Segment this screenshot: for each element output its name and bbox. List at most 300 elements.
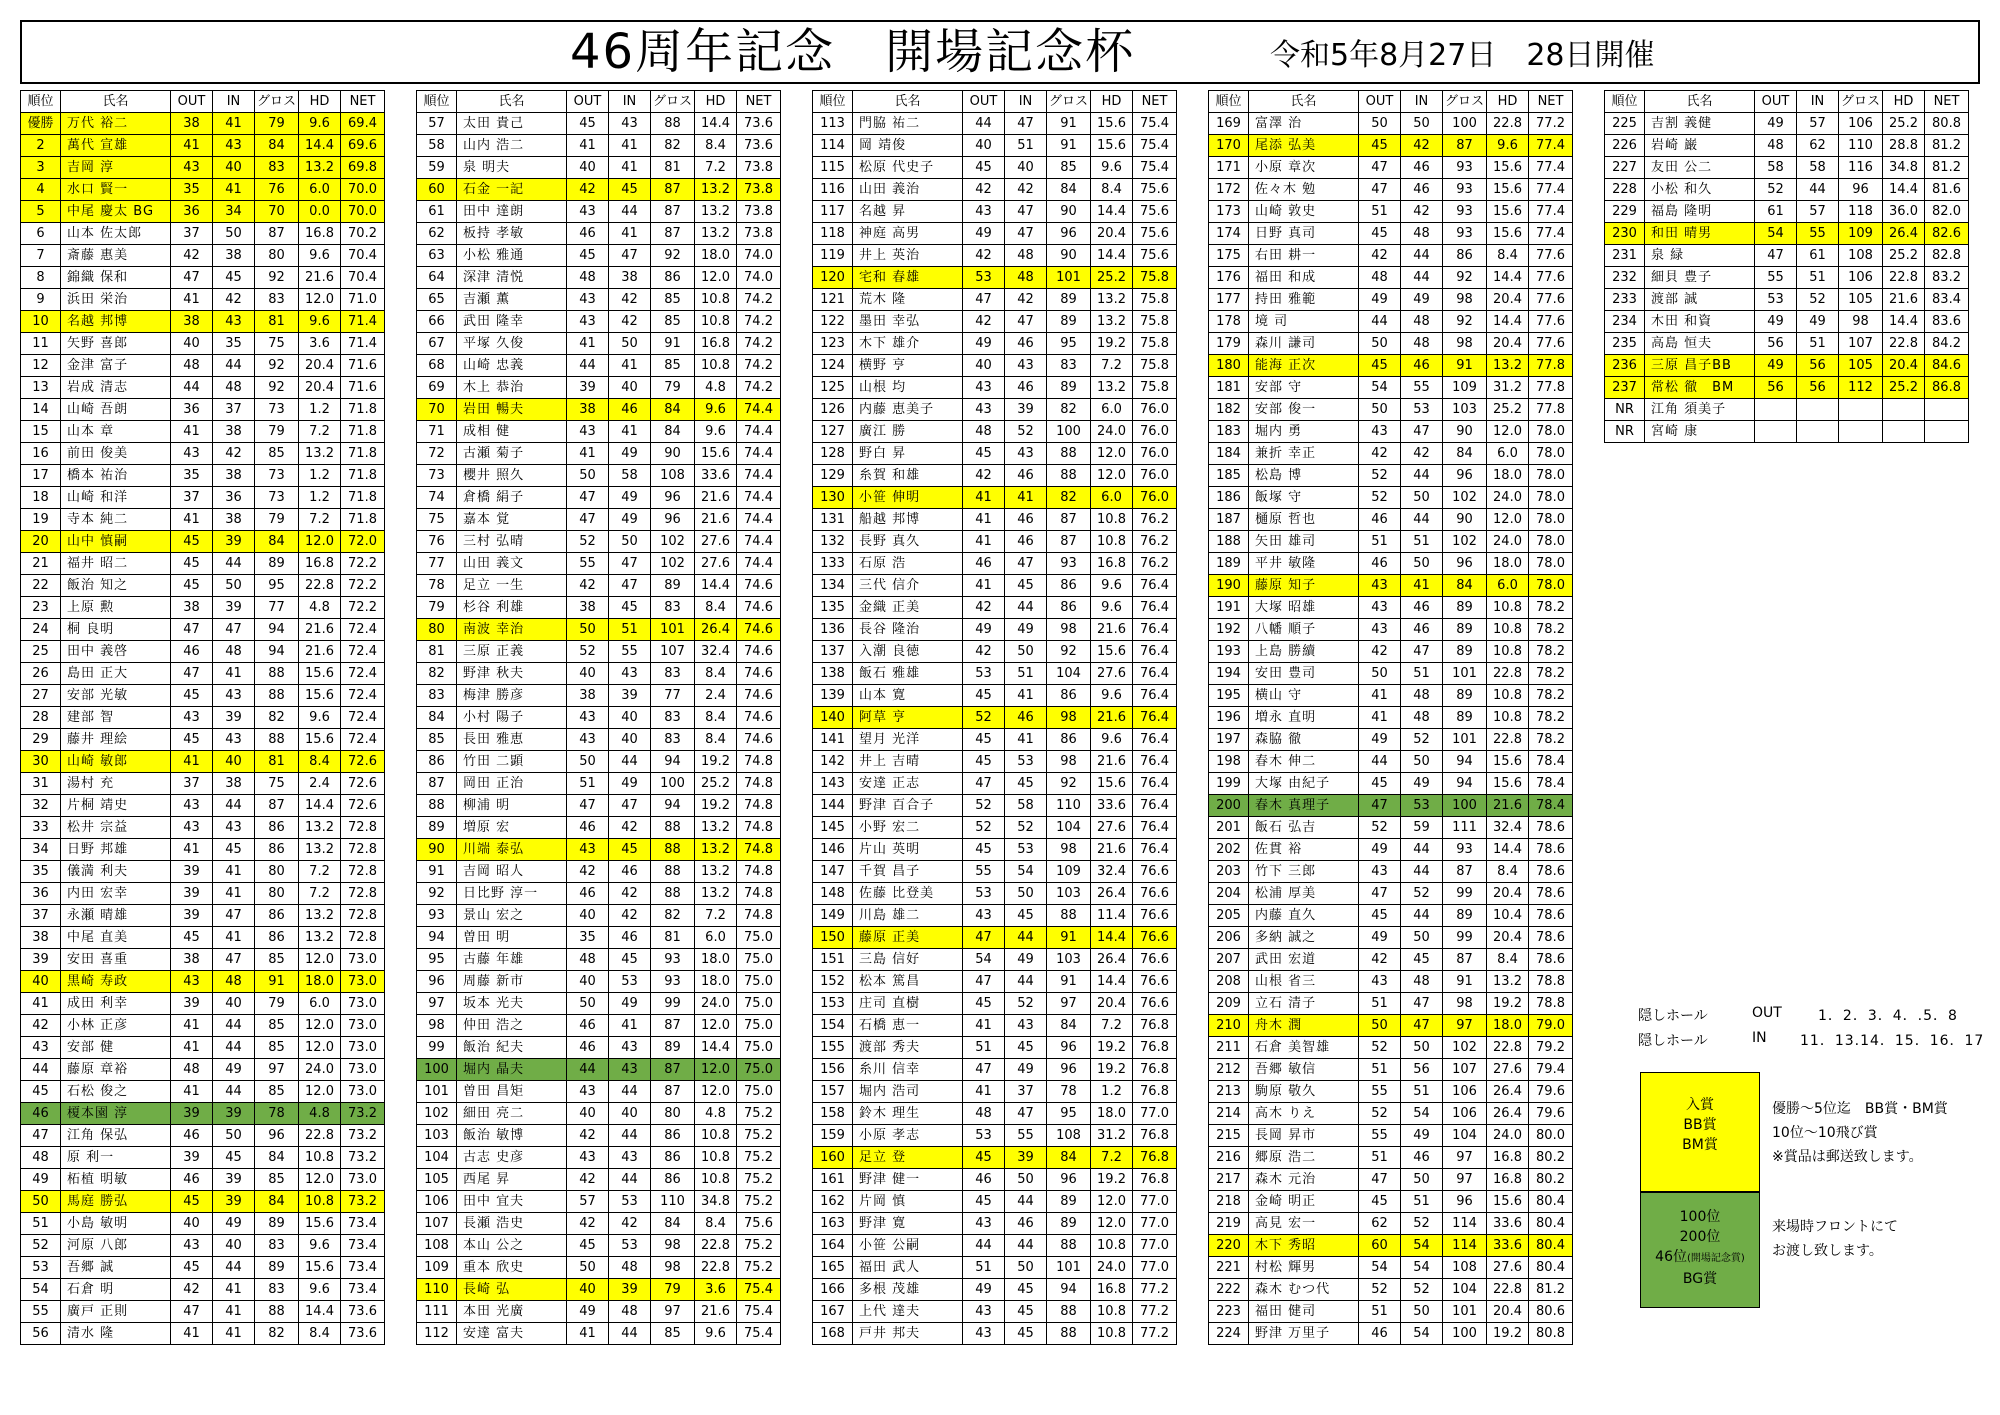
table-row <box>1209 399 1573 421</box>
in-cell: 51 <box>1401 1081 1443 1103</box>
table-row <box>813 971 1177 993</box>
out-cell: 41 <box>567 1323 609 1345</box>
gross-cell: 89 <box>1443 641 1487 663</box>
table-row <box>1209 1037 1573 1059</box>
table-row <box>417 1191 781 1213</box>
gross-cell: 91 <box>651 333 695 355</box>
net-cell: 83.2 <box>1925 267 1969 289</box>
gross-cell: 86 <box>1047 597 1091 619</box>
hd-cell: 8.4 <box>1487 861 1529 883</box>
in-cell: 49 <box>1797 311 1839 333</box>
gross-cell: 94 <box>1443 751 1487 773</box>
out-cell: 38 <box>567 399 609 421</box>
out-cell: 41 <box>171 135 213 157</box>
table-row <box>417 1323 781 1345</box>
net-cell: 76.0 <box>1133 443 1177 465</box>
in-cell: 55 <box>609 641 651 663</box>
hd-cell: 24.0 <box>1091 421 1133 443</box>
net-cell: 75.6 <box>737 1213 781 1235</box>
hd-cell: 14.4 <box>695 1037 737 1059</box>
net-cell: 72.6 <box>341 773 385 795</box>
player-name-cell: 高見 宏一 <box>1249 1213 1359 1235</box>
rank-cell: 137 <box>813 641 853 663</box>
player-name-cell: 石倉 明 <box>61 1279 171 1301</box>
player-name-cell: 野白 昇 <box>853 443 963 465</box>
out-cell: 48 <box>171 1059 213 1081</box>
out-cell: 46 <box>567 1037 609 1059</box>
out-cell: 43 <box>171 817 213 839</box>
rank-cell: 136 <box>813 619 853 641</box>
table-row <box>1209 1257 1573 1279</box>
out-cell: 51 <box>567 773 609 795</box>
out-cell: 45 <box>963 157 1005 179</box>
table-row <box>417 883 781 905</box>
out-cell: 52 <box>1359 1279 1401 1301</box>
in-cell: 52 <box>1401 729 1443 751</box>
net-cell: 77.2 <box>1133 1279 1177 1301</box>
table-row <box>813 1081 1177 1103</box>
out-cell: 39 <box>567 377 609 399</box>
table-row <box>417 729 781 751</box>
table-row <box>417 135 781 157</box>
player-name-cell: 吉割 義健 <box>1645 113 1755 135</box>
net-cell: 74.0 <box>737 267 781 289</box>
player-name-cell: 神庭 高男 <box>853 223 963 245</box>
table-row <box>417 113 781 135</box>
hd-cell: 19.2 <box>1091 1059 1133 1081</box>
in-cell: 57 <box>1797 201 1839 223</box>
hd-cell: 20.4 <box>299 355 341 377</box>
gross-cell: 84 <box>255 1191 299 1213</box>
net-cell: 78.2 <box>1529 619 1573 641</box>
table-row <box>21 553 385 575</box>
in-cell <box>1797 421 1839 443</box>
net-cell: 70.2 <box>341 223 385 245</box>
hd-cell: 4.8 <box>695 377 737 399</box>
in-cell: 49 <box>609 773 651 795</box>
in-cell: 56 <box>1797 377 1839 399</box>
hd-cell: 10.8 <box>695 311 737 333</box>
player-name-cell: 吾郷 誠 <box>61 1257 171 1279</box>
player-name-cell: 石金 一記 <box>457 179 567 201</box>
player-name-cell: 廣戸 正則 <box>61 1301 171 1323</box>
rank-cell: 31 <box>21 773 61 795</box>
hd-cell: 20.4 <box>1883 355 1925 377</box>
gross-cell: 104 <box>1443 1125 1487 1147</box>
out-cell: 44 <box>1359 751 1401 773</box>
rank-cell: 77 <box>417 553 457 575</box>
rank-cell: 68 <box>417 355 457 377</box>
net-cell: 76.6 <box>1133 905 1177 927</box>
rank-cell: 53 <box>21 1257 61 1279</box>
out-cell: 49 <box>1359 927 1401 949</box>
player-name-cell: 野津 健一 <box>853 1169 963 1191</box>
table-row <box>1209 905 1573 927</box>
rank-cell: 46 <box>21 1103 61 1125</box>
gross-cell: 114 <box>1443 1213 1487 1235</box>
gross-cell: 88 <box>255 685 299 707</box>
out-cell: 46 <box>1359 509 1401 531</box>
out-cell: 49 <box>963 619 1005 641</box>
net-cell: 81.2 <box>1925 135 1969 157</box>
rank-cell: 52 <box>21 1235 61 1257</box>
rank-cell: 4 <box>21 179 61 201</box>
player-name-cell: 竹田 二顕 <box>457 751 567 773</box>
gross-cell: 88 <box>651 817 695 839</box>
gross-cell: 88 <box>1047 1323 1091 1345</box>
player-name-cell: 木下 雄介 <box>853 333 963 355</box>
hd-cell: 15.6 <box>299 1213 341 1235</box>
rank-cell: 147 <box>813 861 853 883</box>
table-row <box>813 1213 1177 1235</box>
hd-cell: 9.6 <box>1091 597 1133 619</box>
net-cell: 77.0 <box>1133 1103 1177 1125</box>
net-cell: 72.4 <box>341 707 385 729</box>
rank-cell: 33 <box>21 817 61 839</box>
in-cell: 44 <box>213 553 255 575</box>
table-row <box>21 1279 385 1301</box>
out-cell: 50 <box>567 465 609 487</box>
rank-cell: 94 <box>417 927 457 949</box>
in-cell: 47 <box>213 619 255 641</box>
net-cell: 76.4 <box>1133 729 1177 751</box>
in-cell: 43 <box>213 135 255 157</box>
in-cell: 50 <box>1005 641 1047 663</box>
player-name-cell: 飯治 紀夫 <box>457 1037 567 1059</box>
hd-cell: 4.8 <box>695 1103 737 1125</box>
net-cell: 73.4 <box>341 1213 385 1235</box>
hd-cell: 13.2 <box>695 861 737 883</box>
rank-cell: 155 <box>813 1037 853 1059</box>
out-cell: 41 <box>171 1081 213 1103</box>
out-cell: 41 <box>171 421 213 443</box>
in-cell: 50 <box>213 1125 255 1147</box>
player-name-cell: 石松 俊之 <box>61 1081 171 1103</box>
net-cell: 81.2 <box>1529 1279 1573 1301</box>
in-cell: 50 <box>609 333 651 355</box>
table-row <box>1209 707 1573 729</box>
out-cell: 40 <box>567 157 609 179</box>
rank-cell: 117 <box>813 201 853 223</box>
in-cell: 55 <box>1797 223 1839 245</box>
table-row <box>813 861 1177 883</box>
player-name-cell: 名越 昇 <box>853 201 963 223</box>
in-cell: 49 <box>609 993 651 1015</box>
gross-cell: 78 <box>1047 1081 1091 1103</box>
player-name-cell: 馬庭 勝弘 <box>61 1191 171 1213</box>
net-cell: 73.0 <box>341 949 385 971</box>
out-cell: 48 <box>567 267 609 289</box>
table-row <box>417 421 781 443</box>
player-name-cell: 中尾 慶太 BG <box>61 201 171 223</box>
table-row <box>1209 1059 1573 1081</box>
out-cell: 47 <box>171 267 213 289</box>
column-header: HD <box>1883 91 1925 113</box>
hd-cell: 27.6 <box>695 553 737 575</box>
player-name-cell: 片岡 慎 <box>853 1191 963 1213</box>
gross-cell: 87 <box>1047 509 1091 531</box>
player-name-cell: 斎藤 惠美 <box>61 245 171 267</box>
hd-cell: 21.6 <box>695 1301 737 1323</box>
player-name-cell: 堀内 浩司 <box>853 1081 963 1103</box>
rank-cell: 92 <box>417 883 457 905</box>
gross-cell: 79 <box>651 377 695 399</box>
in-cell: 56 <box>1797 355 1839 377</box>
rank-cell: 186 <box>1209 487 1249 509</box>
rank-cell: 70 <box>417 399 457 421</box>
gross-cell: 93 <box>1443 223 1487 245</box>
gross-cell: 84 <box>255 531 299 553</box>
rank-cell: 30 <box>21 751 61 773</box>
hd-cell: 26.4 <box>1487 1081 1529 1103</box>
rank-cell: 231 <box>1605 245 1645 267</box>
out-cell: 47 <box>1359 883 1401 905</box>
out-cell: 36 <box>171 201 213 223</box>
table-row <box>1209 1103 1573 1125</box>
net-cell: 73.8 <box>737 223 781 245</box>
out-cell: 53 <box>963 663 1005 685</box>
player-name-cell: 阿草 亨 <box>853 707 963 729</box>
net-cell: 70.4 <box>341 245 385 267</box>
table-row <box>21 971 385 993</box>
gross-cell: 103 <box>1443 399 1487 421</box>
rank-cell: 39 <box>21 949 61 971</box>
player-name-cell: 八幡 順子 <box>1249 619 1359 641</box>
out-cell: 45 <box>171 1257 213 1279</box>
in-cell: 40 <box>213 1235 255 1257</box>
rank-cell: 233 <box>1605 289 1645 311</box>
player-name-cell: 安田 喜重 <box>61 949 171 971</box>
net-cell: 75.2 <box>737 1147 781 1169</box>
gross-cell: 91 <box>1047 135 1091 157</box>
out-cell: 39 <box>171 883 213 905</box>
in-cell: 42 <box>609 883 651 905</box>
player-name-cell: 長谷 隆治 <box>853 619 963 641</box>
net-cell: 72.8 <box>341 817 385 839</box>
hd-cell: 22.8 <box>1487 1279 1529 1301</box>
gross-cell: 94 <box>651 751 695 773</box>
in-cell: 52 <box>1401 883 1443 905</box>
in-cell: 51 <box>1797 267 1839 289</box>
out-cell: 55 <box>1359 1125 1401 1147</box>
hd-cell: 12.0 <box>1487 421 1529 443</box>
in-cell: 42 <box>213 443 255 465</box>
out-cell: 52 <box>1755 179 1797 201</box>
out-cell: 49 <box>1755 355 1797 377</box>
gross-cell: 87 <box>651 201 695 223</box>
rank-cell: 185 <box>1209 465 1249 487</box>
table-row <box>1209 1279 1573 1301</box>
net-cell: 78.0 <box>1529 465 1573 487</box>
gross-cell: 101 <box>1443 1301 1487 1323</box>
gross-cell: 96 <box>1047 1169 1091 1191</box>
in-cell: 41 <box>213 179 255 201</box>
net-cell: 76.4 <box>1133 597 1177 619</box>
out-cell: 48 <box>963 421 1005 443</box>
in-cell: 52 <box>1401 1279 1443 1301</box>
gross-cell: 75 <box>255 773 299 795</box>
gross-cell: 80 <box>255 245 299 267</box>
in-cell: 47 <box>1401 421 1443 443</box>
rank-cell: 128 <box>813 443 853 465</box>
rank-cell: 60 <box>417 179 457 201</box>
out-cell: 45 <box>963 729 1005 751</box>
net-cell: 74.2 <box>737 377 781 399</box>
net-cell: 73.2 <box>341 1147 385 1169</box>
rank-cell: 78 <box>417 575 457 597</box>
out-cell: 41 <box>963 1081 1005 1103</box>
net-cell: 77.2 <box>1133 1323 1177 1345</box>
out-cell: 42 <box>171 245 213 267</box>
player-name-cell: 南波 幸治 <box>457 619 567 641</box>
gross-cell: 101 <box>1443 663 1487 685</box>
out-cell: 42 <box>567 179 609 201</box>
net-cell: 77.2 <box>1529 113 1573 135</box>
out-cell: 43 <box>171 157 213 179</box>
net-cell: 74.8 <box>737 905 781 927</box>
net-cell: 82.6 <box>1925 223 1969 245</box>
gross-cell: 94 <box>1443 773 1487 795</box>
out-cell: 41 <box>567 443 609 465</box>
gross-cell: 87 <box>1443 861 1487 883</box>
net-cell: 72.8 <box>341 927 385 949</box>
rank-cell: 232 <box>1605 267 1645 289</box>
in-cell: 50 <box>1401 751 1443 773</box>
player-name-cell: 福井 昭二 <box>61 553 171 575</box>
in-cell: 49 <box>1401 773 1443 795</box>
out-cell: 43 <box>171 971 213 993</box>
gross-cell: 101 <box>1047 267 1091 289</box>
table-row <box>1209 795 1573 817</box>
net-cell: 75.0 <box>737 1059 781 1081</box>
out-cell: 52 <box>567 641 609 663</box>
results-table-4 <box>1208 90 1573 1345</box>
net-cell: 76.8 <box>1133 1125 1177 1147</box>
rank-cell: 66 <box>417 311 457 333</box>
table-row <box>813 355 1177 377</box>
rank-cell: 2 <box>21 135 61 157</box>
hd-cell: 18.0 <box>299 971 341 993</box>
out-cell: 47 <box>567 509 609 531</box>
hd-cell: 15.6 <box>299 729 341 751</box>
gross-cell: 91 <box>1443 971 1487 993</box>
table-row <box>21 663 385 685</box>
player-name-cell: 寺本 純二 <box>61 509 171 531</box>
hd-cell: 18.0 <box>1487 553 1529 575</box>
rank-cell: 81 <box>417 641 457 663</box>
net-cell: 73.4 <box>341 1279 385 1301</box>
gross-cell: 83 <box>651 729 695 751</box>
in-cell: 43 <box>1005 355 1047 377</box>
table-row <box>21 1125 385 1147</box>
net-cell: 75.4 <box>737 1279 781 1301</box>
hd-cell: 13.2 <box>1091 289 1133 311</box>
net-cell: 84.6 <box>1925 355 1969 377</box>
table-row <box>417 399 781 421</box>
net-cell: 76.8 <box>1133 1081 1177 1103</box>
table-row <box>813 993 1177 1015</box>
player-name-cell: 安田 豊司 <box>1249 663 1359 685</box>
in-cell: 47 <box>1005 113 1047 135</box>
gross-cell: 96 <box>255 1125 299 1147</box>
gross-cell: 83 <box>255 157 299 179</box>
rank-cell: 26 <box>21 663 61 685</box>
player-name-cell: 舟木 潤 <box>1249 1015 1359 1037</box>
player-name-cell: 兼折 幸正 <box>1249 443 1359 465</box>
rank-cell: 49 <box>21 1169 61 1191</box>
rank-cell: 153 <box>813 993 853 1015</box>
table-row <box>1209 1125 1573 1147</box>
out-cell: 36 <box>171 399 213 421</box>
player-name-cell: 野津 万里子 <box>1249 1323 1359 1345</box>
net-cell: 74.4 <box>737 553 781 575</box>
table-row <box>21 1323 385 1345</box>
hd-cell: 25.2 <box>1091 267 1133 289</box>
out-cell: 52 <box>1359 1037 1401 1059</box>
rank-cell: 208 <box>1209 971 1249 993</box>
gross-cell: 96 <box>1047 223 1091 245</box>
gross-cell: 81 <box>651 157 695 179</box>
net-cell: 78.2 <box>1529 707 1573 729</box>
gross-cell: 103 <box>1047 883 1091 905</box>
out-cell: 41 <box>963 531 1005 553</box>
gross-cell: 99 <box>651 993 695 1015</box>
net-cell: 74.8 <box>737 861 781 883</box>
results-table-5 <box>1604 90 1969 443</box>
hd-cell: 20.4 <box>1487 883 1529 905</box>
net-cell: 79.0 <box>1529 1015 1573 1037</box>
player-name-cell: 建部 智 <box>61 707 171 729</box>
gross-cell: 96 <box>1443 553 1487 575</box>
rank-cell: 132 <box>813 531 853 553</box>
table-row <box>813 729 1177 751</box>
table-row <box>21 1081 385 1103</box>
table-row <box>21 1213 385 1235</box>
hd-cell: 31.2 <box>1091 1125 1133 1147</box>
out-cell: 41 <box>963 509 1005 531</box>
in-cell: 38 <box>213 421 255 443</box>
player-name-cell: 日野 邦雄 <box>61 839 171 861</box>
net-cell: 78.4 <box>1529 751 1573 773</box>
out-cell: 35 <box>171 465 213 487</box>
rank-cell: 207 <box>1209 949 1249 971</box>
net-cell: 75.6 <box>1133 179 1177 201</box>
in-cell: 55 <box>1005 1125 1047 1147</box>
in-cell: 44 <box>1005 1191 1047 1213</box>
player-name-cell: 山崎 忠義 <box>457 355 567 377</box>
in-cell: 45 <box>213 1147 255 1169</box>
gross-cell: 92 <box>1443 267 1487 289</box>
table-row <box>417 157 781 179</box>
rank-cell: 145 <box>813 817 853 839</box>
gross-cell: 86 <box>1047 575 1091 597</box>
net-cell: 75.0 <box>737 971 781 993</box>
player-name-cell: 山本 寛 <box>853 685 963 707</box>
out-cell: 41 <box>171 839 213 861</box>
out-cell: 42 <box>1359 949 1401 971</box>
hd-cell: 16.8 <box>1487 1147 1529 1169</box>
rank-cell: 125 <box>813 377 853 399</box>
out-cell: 47 <box>963 773 1005 795</box>
player-name-cell: 萬代 宣雄 <box>61 135 171 157</box>
gross-cell: 85 <box>651 289 695 311</box>
table-row <box>417 1103 781 1125</box>
net-cell: 69.6 <box>341 135 385 157</box>
hd-cell: 10.8 <box>1487 597 1529 619</box>
hd-cell: 13.2 <box>695 817 737 839</box>
table-row <box>1209 927 1573 949</box>
column-header: IN <box>1401 91 1443 113</box>
